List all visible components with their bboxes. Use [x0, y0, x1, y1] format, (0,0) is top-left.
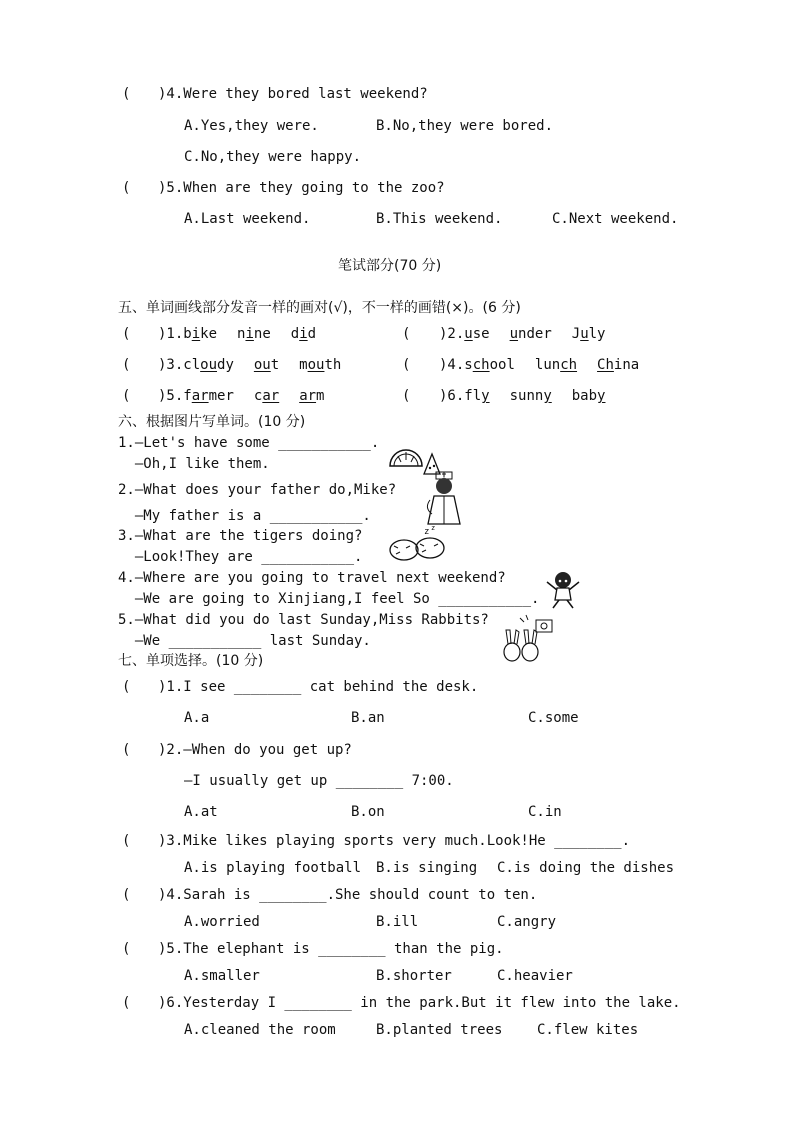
word-part: ool: [489, 357, 515, 373]
option-a: A.Yes,they were.: [184, 118, 319, 134]
doctor-picture: [422, 470, 470, 526]
word-part: ina: [613, 357, 640, 373]
item-number: )3.: [158, 357, 184, 373]
option-c: C.is doing the dishes: [497, 860, 675, 876]
word-part: nder: [518, 326, 552, 342]
fill-line: 2.—What does your father do,Mike?: [118, 482, 397, 498]
paren: (: [122, 86, 131, 102]
question-text: )4.Sarah is ________.She should count to ten.: [158, 887, 538, 903]
sleeping-tigers-picture: [386, 524, 450, 564]
underlined-letters: u: [509, 326, 519, 342]
paren: (: [122, 326, 131, 342]
question-text: )6.Yesterday I ________ in the park.But it flew into the lake.: [158, 995, 681, 1011]
paren: (: [122, 180, 131, 196]
item-number: )1.: [158, 326, 184, 342]
option-c: C.in: [528, 804, 562, 820]
underlined-letters: ch: [560, 357, 578, 373]
word-part: ne: [253, 326, 271, 342]
underlined-letters: y: [597, 388, 606, 404]
option-b: B.on: [351, 804, 385, 820]
option-a: A.is playing football: [184, 860, 362, 876]
fill-line: —My father is a ___________.: [118, 508, 371, 524]
word-part: fl: [464, 388, 482, 404]
option-c: C.flew kites: [537, 1022, 639, 1038]
word-part: bab: [571, 388, 598, 404]
option-b: B.shorter: [376, 968, 452, 984]
fill-line: —We are going to Xinjiang,I feel So ___________.: [118, 591, 540, 607]
underlined-letters: ar: [191, 388, 209, 404]
section-heading: 笔试部分(70 分): [338, 258, 442, 274]
word-part: c: [253, 388, 263, 404]
word: [254, 357, 279, 373]
fill-line: —We ___________ last Sunday.: [118, 633, 371, 649]
word: [291, 326, 316, 342]
word: [183, 388, 234, 404]
word-part: J: [571, 326, 581, 342]
underlined-letters: ou: [200, 357, 218, 373]
question-text: )2.—When do you get up?: [158, 742, 352, 758]
word-part: s: [464, 357, 473, 373]
item-number: )6.: [439, 388, 465, 404]
question-text: )5.When are they going to the zoo?: [158, 180, 445, 196]
word-part: n: [237, 326, 246, 342]
word-part: f: [183, 388, 192, 404]
word-part: d: [290, 326, 300, 342]
fill-line: 4.—Where are you going to travel next weekend?: [118, 570, 506, 586]
option-c: C.heavier: [497, 968, 573, 984]
section-title: 七、单项选择。(10 分): [118, 653, 264, 669]
option-b: B.No,they were bored.: [376, 118, 554, 134]
word-part: dy: [217, 357, 234, 373]
item-number: )5.: [158, 388, 184, 404]
question-text: )1.I see ________ cat behind the desk.: [158, 679, 479, 695]
word: [183, 357, 234, 373]
word: [464, 357, 515, 373]
underlined-letters: y: [543, 388, 552, 404]
underlined-letters: Ch: [597, 357, 614, 373]
paren: (: [122, 357, 131, 373]
word-row: [158, 325, 316, 343]
word-part: sunn: [509, 388, 544, 404]
word: [572, 388, 606, 404]
excited-boy-picture: [543, 568, 583, 610]
option-c: C.Next weekend.: [552, 211, 679, 227]
item-number: )2.: [439, 326, 465, 342]
question-text: )4.Were they bored last weekend?: [158, 86, 428, 102]
option-b: B.This weekend.: [376, 211, 503, 227]
paren: (: [122, 679, 131, 695]
word-part: d: [307, 326, 317, 342]
paren: (: [122, 833, 131, 849]
paren: (: [402, 326, 411, 342]
word-part: t: [270, 357, 280, 373]
svg-text:z: z: [431, 524, 436, 532]
word-part: mer: [208, 388, 234, 404]
fill-line: 3.—What are the tigers doing?: [118, 528, 363, 544]
word: [597, 357, 639, 373]
underlined-letters: ar: [262, 388, 280, 404]
option-a: A.Last weekend.: [184, 211, 311, 227]
option-c: C.No,they were happy.: [184, 149, 362, 165]
option-b: B.ill: [376, 914, 419, 930]
paren: (: [122, 941, 131, 957]
word: [510, 388, 552, 404]
option-a: A.a: [184, 710, 210, 726]
word-row: [158, 356, 341, 374]
word-part: b: [183, 326, 192, 342]
underlined-letters: i: [245, 326, 254, 342]
word: [299, 357, 341, 373]
word-row: [439, 387, 605, 405]
word-part: th: [324, 357, 342, 373]
word: [464, 388, 489, 404]
paren: (: [122, 995, 131, 1011]
fill-line: —Oh,I like them.: [118, 456, 270, 472]
paren: (: [402, 357, 411, 373]
underlined-letters: i: [191, 326, 201, 342]
word-row: [439, 356, 639, 374]
option-c: C.angry: [497, 914, 557, 930]
option-a: A.smaller: [184, 968, 260, 984]
word-row: [158, 387, 324, 405]
word-part: m: [299, 357, 308, 373]
word-part: lun: [534, 357, 561, 373]
section-title: 五、单词画线部分发音一样的画对(√)，不一样的画错(×)。(6 分): [118, 300, 521, 316]
fill-line: —Look!They are ___________.: [118, 549, 363, 565]
underlined-letters: u: [464, 326, 473, 342]
word-part: ly: [588, 326, 606, 342]
word-part: ke: [200, 326, 218, 342]
underlined-letters: u: [580, 326, 589, 342]
word: [183, 326, 217, 342]
word-row: [439, 325, 605, 343]
underlined-letters: ou: [253, 357, 271, 373]
word: [254, 388, 279, 404]
word: [299, 388, 324, 404]
paren: (: [122, 388, 131, 404]
item-number: )4.: [439, 357, 465, 373]
option-a: A.cleaned the room: [184, 1022, 336, 1038]
word-part: se: [472, 326, 490, 342]
rabbits-radio-picture: [498, 614, 558, 664]
word: [510, 326, 552, 342]
word: [535, 357, 577, 373]
paren: (: [122, 887, 131, 903]
option-b: B.planted trees: [376, 1022, 503, 1038]
underlined-letters: i: [299, 326, 308, 342]
underlined-letters: ou: [307, 357, 325, 373]
svg-text:z: z: [424, 527, 430, 537]
question-text-2: —I usually get up ________ 7:00.: [184, 773, 454, 789]
option-b: B.an: [351, 710, 385, 726]
question-text: )5.The elephant is ________ than the pig.: [158, 941, 504, 957]
option-a: A.at: [184, 804, 218, 820]
word-part: m: [316, 388, 325, 404]
underlined-letters: y: [481, 388, 490, 404]
section-title: 六、根据图片写单词。(10 分): [118, 414, 306, 430]
option-a: A.worried: [184, 914, 260, 930]
word: [237, 326, 271, 342]
option-b: B.is singing: [376, 860, 478, 876]
underlined-letters: ch: [472, 357, 490, 373]
word: [464, 326, 489, 342]
paren: (: [122, 742, 131, 758]
word: [572, 326, 606, 342]
word-part: cl: [183, 357, 201, 373]
question-text: )3.Mike likes playing sports very much.Look!He ________.: [158, 833, 631, 849]
underlined-letters: ar: [299, 388, 317, 404]
fill-line: 5.—What did you do last Sunday,Miss Rabbits?: [118, 612, 489, 628]
fill-line: 1.—Let's have some ___________.: [118, 435, 380, 451]
paren: (: [402, 388, 411, 404]
option-c: C.some: [528, 710, 579, 726]
